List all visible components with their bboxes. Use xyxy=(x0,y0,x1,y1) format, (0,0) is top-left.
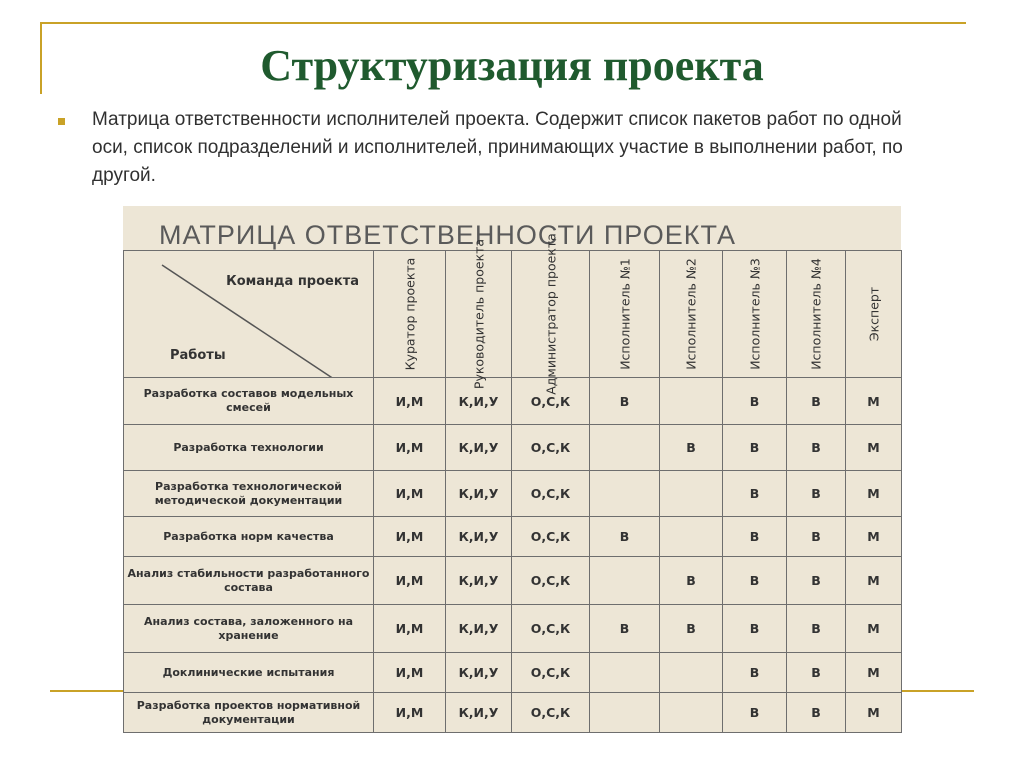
column-header-label: Исполнитель №1 xyxy=(617,258,632,370)
column-header xyxy=(590,251,660,378)
responsibility-cell: В xyxy=(787,471,846,517)
work-package-label: Анализ стабильности разработанного состава xyxy=(124,557,374,605)
responsibility-cell xyxy=(590,693,660,733)
column-header xyxy=(846,251,902,378)
responsibility-cell: К,И,У xyxy=(446,557,512,605)
column-header xyxy=(512,233,590,395)
responsibility-cell: О,С,К xyxy=(512,517,590,557)
responsibility-matrix xyxy=(123,206,901,732)
responsibility-cell: К,И,У xyxy=(446,517,512,557)
responsibility-cell: И,М xyxy=(374,693,446,733)
responsibility-cell: В xyxy=(787,605,846,653)
responsibility-cell xyxy=(660,517,723,557)
corner-works-label: Работы xyxy=(170,348,226,363)
responsibility-cell: В xyxy=(787,378,846,425)
responsibility-cell xyxy=(660,693,723,733)
responsibility-cell: В xyxy=(787,517,846,557)
responsibility-cell: М xyxy=(846,653,902,693)
responsibility-cell: В xyxy=(590,517,660,557)
header-row xyxy=(124,251,902,378)
responsibility-cell: В xyxy=(660,425,723,471)
top-rule xyxy=(40,22,966,24)
work-package-label: Разработка норм качества xyxy=(124,517,374,557)
responsibility-cell: В xyxy=(787,653,846,693)
responsibility-cell: М xyxy=(846,557,902,605)
table-row xyxy=(124,378,902,425)
table-row xyxy=(124,471,902,517)
responsibility-cell: В xyxy=(723,605,787,653)
responsibility-cell xyxy=(590,557,660,605)
responsibility-cell: М xyxy=(846,378,902,425)
work-package-label: Разработка технологической методической документации xyxy=(124,471,374,517)
responsibility-cell: И,М xyxy=(374,653,446,693)
column-header-label: Исполнитель №2 xyxy=(683,258,699,370)
responsibility-cell: О,С,К xyxy=(512,425,590,471)
responsibility-cell: М xyxy=(846,517,902,557)
responsibility-cell: В xyxy=(787,425,846,471)
responsibility-cell: В xyxy=(590,605,660,653)
table-row xyxy=(124,605,902,653)
responsibility-cell: В xyxy=(723,471,787,517)
responsibility-cell: В xyxy=(660,605,723,653)
responsibility-cell xyxy=(590,653,660,693)
responsibility-cell: О,С,К xyxy=(512,471,590,517)
column-header xyxy=(374,251,446,378)
responsibility-cell: К,И,У xyxy=(446,471,512,517)
work-package-label: Разработка составов модельных смесей xyxy=(124,378,374,425)
responsibility-cell: И,М xyxy=(374,378,446,425)
corner-cell xyxy=(124,251,374,378)
table-row xyxy=(124,693,902,733)
responsibility-cell: И,М xyxy=(374,471,446,517)
bullet-square-icon xyxy=(58,118,65,125)
responsibility-cell: И,М xyxy=(374,425,446,471)
corner-diagonal xyxy=(124,251,374,377)
responsibility-cell: К,И,У xyxy=(446,693,512,733)
responsibility-cell: В xyxy=(723,425,787,471)
bullet-text: Матрица ответственности исполнителей проекта. Содержит список пакетов работ по одной оси, список подразделений и исполнителей, принимающих участие в выполнении работ, по другой. xyxy=(92,109,903,186)
responsibility-cell: В xyxy=(787,557,846,605)
responsibility-cell: К,И,У xyxy=(446,425,512,471)
responsibility-cell: В xyxy=(723,517,787,557)
responsibility-cell: В xyxy=(590,378,660,425)
responsibility-cell: М xyxy=(846,425,902,471)
work-package-label: Доклинические испытания xyxy=(124,653,374,693)
work-package-label: Разработка проектов нормативной документации xyxy=(124,693,374,733)
table-row xyxy=(124,517,902,557)
column-header-label: Исполнитель №4 xyxy=(808,258,824,370)
column-header xyxy=(787,251,846,378)
column-header-label: Администратор проекта xyxy=(543,233,558,395)
table-row xyxy=(124,557,902,605)
responsibility-cell: О,С,К xyxy=(512,653,590,693)
responsibility-cell: И,М xyxy=(374,605,446,653)
table-row xyxy=(124,425,902,471)
column-header-label: Руководитель проекта xyxy=(471,238,486,390)
table-row xyxy=(124,653,902,693)
work-package-label: Анализ состава, заложенного на хранение xyxy=(124,605,374,653)
responsibility-cell xyxy=(660,471,723,517)
responsibility-cell: В xyxy=(787,693,846,733)
column-header-label: Исполнитель №3 xyxy=(747,258,762,370)
responsibility-cell xyxy=(590,425,660,471)
responsibility-cell: И,М xyxy=(374,517,446,557)
responsibility-cell xyxy=(590,471,660,517)
responsibility-cell: М xyxy=(846,605,902,653)
responsibility-cell: О,С,К xyxy=(512,605,590,653)
responsibility-cell xyxy=(660,378,723,425)
column-header xyxy=(660,251,723,378)
matrix-title: МАТРИЦА ОТВЕТСТВЕННОСТИ ПРОЕКТА xyxy=(159,220,737,250)
responsibility-cell: О,С,К xyxy=(512,557,590,605)
column-header-label: Куратор проекта xyxy=(402,257,417,371)
responsibility-cell: И,М xyxy=(374,557,446,605)
work-package-label: Разработка технологии xyxy=(124,425,374,471)
responsibility-cell: В xyxy=(660,557,723,605)
slide-title: Структуризация проекта xyxy=(260,41,764,90)
responsibility-cell: М xyxy=(846,471,902,517)
responsibility-cell: В xyxy=(723,378,787,425)
responsibility-cell: О,С,К xyxy=(512,693,590,733)
responsibility-cell: О,С,К xyxy=(512,378,590,425)
column-header xyxy=(723,251,787,378)
column-header xyxy=(446,238,512,390)
responsibility-cell xyxy=(660,653,723,693)
responsibility-cell: М xyxy=(846,693,902,733)
responsibility-cell: В xyxy=(723,653,787,693)
responsibility-cell: В xyxy=(723,557,787,605)
responsibility-cell: К,И,У xyxy=(446,605,512,653)
responsibility-cell: К,И,У xyxy=(446,378,512,425)
column-header-label: Эксперт xyxy=(866,286,881,342)
responsibility-cell: В xyxy=(723,693,787,733)
responsibility-cell: К,И,У xyxy=(446,653,512,693)
corner-team-label: Команда проекта xyxy=(226,274,359,289)
